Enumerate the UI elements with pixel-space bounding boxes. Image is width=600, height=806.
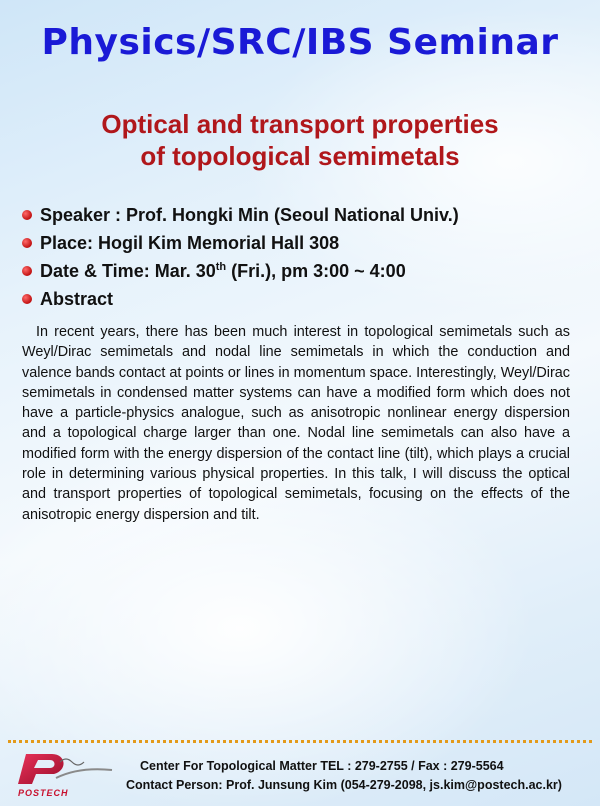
abstract-heading: Abstract — [40, 289, 114, 309]
date-item — [22, 258, 582, 285]
abstract-body: In recent years, there has been much interest in topological semimetals such as Weyl/Dirac semimetals and nodal line semimetals in which the conduction and valence bands contact at points or lines in momentum space. Interestingly, Weyl/Dirac semimetals in condensed matter systems can have a modified form which does not have a particle-physics analogue, such as anisotropic nonlinear energy dispersion and a topological charge larger than one. Nodal line semimetals can also have a modified form with the energy dispersion of the contact line (tilt), which plays a crucial role in determining various physical properties. In this talk, I will discuss the optical and transport properties of topological semimetals, focusing on the effects of the anisotropic energy dispersion and tilt. — [22, 324, 570, 523]
footer-divider — [8, 740, 592, 743]
logo-text: POSTECH — [18, 788, 69, 798]
bullet-icon — [22, 294, 32, 304]
bullet-icon — [22, 266, 32, 276]
date-suffix: (Fri.), pm 3:00 ~ 4:00 — [226, 261, 406, 281]
speaker-item — [22, 202, 582, 229]
abstract-heading-item — [22, 286, 582, 313]
place-item — [22, 230, 582, 257]
speaker-text: Speaker : Prof. Hongki Min (Seoul National Univ.) — [40, 205, 459, 225]
talk-title — [0, 108, 600, 172]
seminar-title: Physics/SRC/IBS Seminar — [41, 22, 559, 63]
date-prefix: Date & Time: Mar. 30 — [40, 261, 216, 281]
bullet-icon — [22, 210, 32, 220]
date-ordinal: th — [215, 261, 227, 273]
talk-title-line1: Optical and transport properties — [101, 109, 499, 139]
talk-title-line2: of topological semimetals — [140, 141, 460, 171]
date-text — [40, 261, 406, 281]
bullet-icon — [22, 238, 32, 248]
contact-person-line: Contact Person: Prof. Junsung Kim (054-279-2098, js.kim@postech.ac.kr) — [126, 778, 562, 792]
info-list — [22, 202, 582, 314]
place-text: Place: Hogil Kim Memorial Hall 308 — [40, 233, 340, 253]
center-contact-line: Center For Topological Matter TEL : 279-2755 / Fax : 279-5564 — [140, 759, 504, 773]
